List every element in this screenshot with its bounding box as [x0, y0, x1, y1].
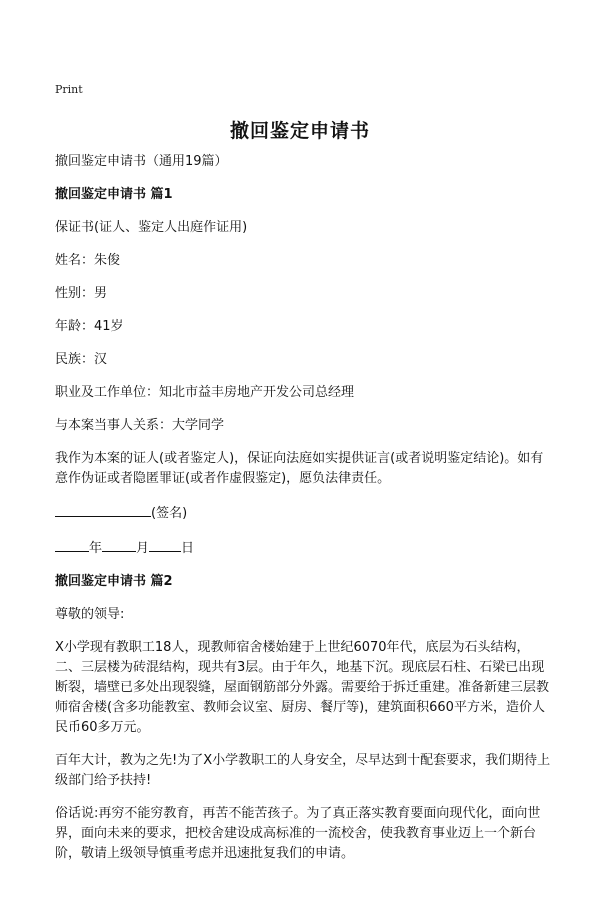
greeting: 尊敬的领导:: [55, 607, 125, 622]
field-gender: 性别：男: [55, 286, 108, 301]
year-label: 年: [89, 541, 103, 556]
body-paragraph-2: 百年大计，教为之先!为了X小学教职工的人身安全，尽早达到十配套要求，我们期待上级部门给予扶持!: [55, 753, 551, 788]
section-heading-2: 撤回鉴定申请书 篇2: [55, 574, 173, 589]
print-label: Print: [55, 83, 83, 96]
page-title: 撤回鉴定申请书: [229, 120, 370, 142]
field-name: 姓名：朱俊: [55, 253, 121, 268]
body-paragraph-1: X小学现有教职工18人，现教师宿舍楼始建于上世纪6070年代，底层为石头结构，二、三层楼为砖混结构，现共有3层。由于年久，地基下沉。现底层石柱、石梁已出现断裂，墙壁已多处出现裂缝，屋面钢筋部分外露。需要给于拆迁重建。准备新建三层教师宿舍楼(含多功能教室、教师会议室、厨房、餐厅等)，建筑面积660平方米，造价人民币60多万元。: [55, 640, 550, 735]
day-blank: [149, 537, 181, 552]
year-blank: [55, 537, 89, 552]
certificate-title: 保证书(证人、鉴定人出庭作证用): [55, 220, 248, 235]
field-ethnicity: 民族：汉: [55, 352, 108, 367]
date-line: [55, 537, 555, 559]
section-heading-1: 撤回鉴定申请书 篇1: [55, 187, 173, 202]
statement-paragraph: 我作为本案的证人(或者鉴定人)，保证向法庭如实提供证言(或者说明鉴定结论)。如有意作伪证或者隐匿罪证(或者作虚假鉴定)，愿负法律责任。: [55, 451, 544, 486]
signature-blank: [55, 502, 151, 517]
signature-label: (签名): [151, 506, 188, 521]
day-label: 日: [181, 541, 195, 556]
field-occupation: 职业及工作单位：知北市益丰房地产开发公司总经理: [55, 385, 355, 400]
document-subtitle: 撤回鉴定申请书（通用19篇）: [55, 154, 228, 169]
field-relation: 与本案当事人关系：大学同学: [55, 418, 225, 433]
field-age: 年龄：41岁: [55, 319, 124, 334]
signature-line: [55, 502, 555, 524]
document-body: [55, 152, 555, 877]
month-label: 月: [136, 541, 150, 556]
body-paragraph-3: 俗话说:再穷不能穷教育，再苦不能苦孩子。为了真正落实教育要面向现代化，面向世界，面向未来的要求，把校舍建设成高标准的一流校舍，使我教育事业迈上一个新台阶，敬请上级领导慎重考虑并迅速批复我们的申请。: [55, 806, 541, 861]
month-blank: [102, 537, 136, 552]
